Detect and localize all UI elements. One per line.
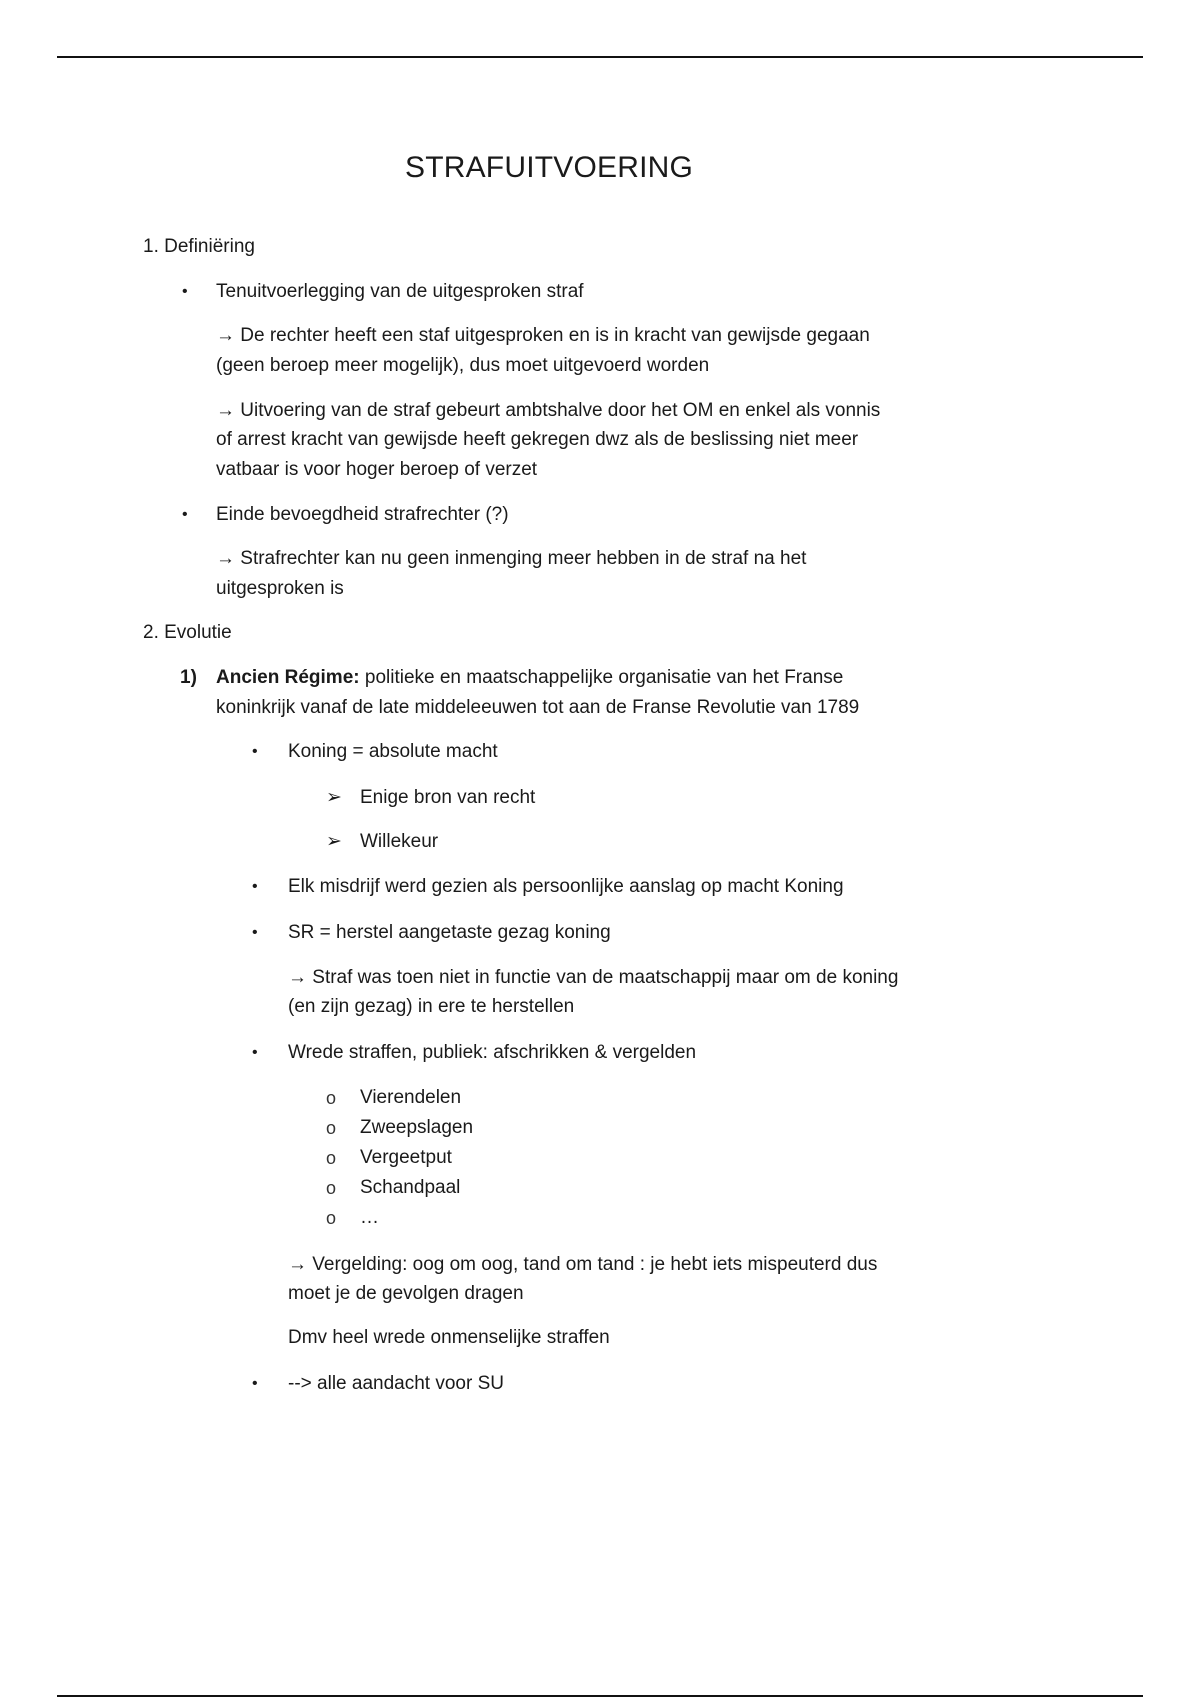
sub-list-item: Schandpaal <box>360 1177 461 1198</box>
paragraph-line: uitgesproken is <box>216 578 344 599</box>
circle-bullet-icon: o <box>326 1208 337 1228</box>
list-item: Elk misdrijf werd gezien als persoonlijke aanslag op macht Koning <box>288 876 844 897</box>
bullet-icon: • <box>182 506 188 523</box>
paragraph-line: → Strafrechter kan nu geen inmenging meer hebben in de straf na het <box>216 548 807 569</box>
bullet-icon: • <box>182 283 188 300</box>
sub-list-item: … <box>360 1207 379 1228</box>
bullet-icon: • <box>252 1044 258 1061</box>
footer-rule <box>57 1695 1143 1697</box>
paragraph-line: → De rechter heeft een staf uitgesproken en is in kracht van gewijsde gegaan <box>216 325 870 346</box>
paragraph-line: → Vergelding: oog om oog, tand om tand : je hebt iets mispeuterd dus <box>288 1254 878 1275</box>
term-ancien-regime: Ancien Régime: <box>216 667 360 688</box>
circle-bullet-icon: o <box>326 1088 337 1108</box>
sub-list-item: Zweepslagen <box>360 1117 474 1138</box>
circle-bullet-icon: o <box>326 1118 337 1138</box>
circle-bullet-icon: o <box>326 1178 337 1198</box>
circle-bullet-icon: o <box>326 1148 337 1168</box>
paragraph-line: Dmv heel wrede onmenselijke straffen <box>288 1327 610 1348</box>
section-heading-evolutie: 2. Evolutie <box>143 622 232 643</box>
list-number: 1) <box>180 667 197 688</box>
paragraph-line: vatbaar is voor hoger beroep of verzet <box>216 459 538 480</box>
list-item: --> alle aandacht voor SU <box>288 1373 504 1394</box>
list-item: Koning = absolute macht <box>288 741 498 762</box>
paragraph-line: → Uitvoering van de straf gebeurt ambtshalve door het OM en enkel als vonnis <box>216 400 881 421</box>
bullet-icon: • <box>252 924 258 941</box>
arrowhead-bullet-icon: ➢ <box>326 787 342 808</box>
arrowhead-bullet-icon: ➢ <box>326 831 342 852</box>
numbered-item-line: koninkrijk vanaf de late middeleeuwen tot aan de Franse Revolutie van 1789 <box>216 697 860 718</box>
list-item: Einde bevoegdheid strafrechter (?) <box>216 504 509 525</box>
bullet-icon: • <box>252 743 258 760</box>
page-title: STRAFUITVOERING <box>405 151 694 184</box>
paragraph-line: (en zijn gezag) in ere te herstellen <box>288 996 575 1017</box>
paragraph-line: of arrest kracht van gewijsde heeft gekregen dwz als de beslissing niet meer <box>216 429 859 450</box>
sub-list-item: Vergeetput <box>360 1147 452 1168</box>
bullet-icon: • <box>252 1375 258 1392</box>
list-item: Tenuitvoerlegging van de uitgesproken straf <box>216 281 584 302</box>
sub-list-item: Vierendelen <box>360 1087 462 1108</box>
section-heading-definiering: 1. Definiëring <box>143 236 255 257</box>
term-definition: politieke en maatschappelijke organisatie van het Franse <box>359 667 844 688</box>
sub-list-item: Willekeur <box>360 831 439 852</box>
list-item: Wrede straffen, publiek: afschrikken & vergelden <box>288 1042 697 1063</box>
bullet-icon: • <box>252 878 258 895</box>
paragraph-line: moet je de gevolgen dragen <box>288 1283 524 1304</box>
list-item: SR = herstel aangetaste gezag koning <box>288 922 611 943</box>
numbered-item-line <box>216 663 843 693</box>
paragraph-line: (geen beroep meer mogelijk), dus moet uitgevoerd worden <box>216 355 710 376</box>
paragraph-line: → Straf was toen niet in functie van de maatschappij maar om de koning <box>288 967 899 988</box>
header-rule <box>57 56 1143 58</box>
sub-list-item: Enige bron van recht <box>360 787 536 808</box>
